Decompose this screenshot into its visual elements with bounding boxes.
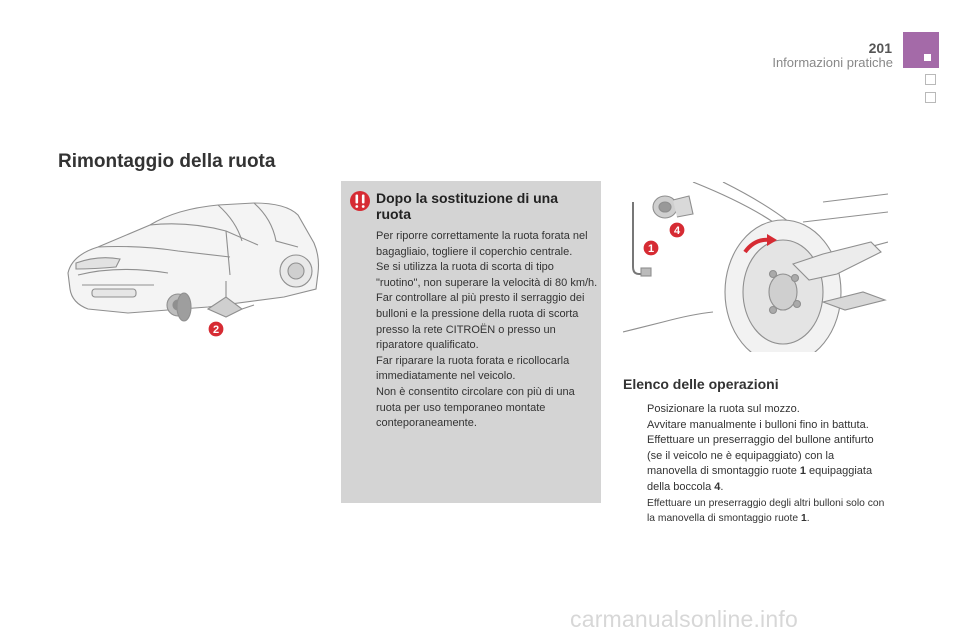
note-body [376,229,598,432]
section-tab-active[interactable] [903,32,939,68]
callout-1 [643,240,659,256]
note-title: Dopo la sostituzione di una ruota [376,190,558,222]
page-number: 201 [868,40,892,56]
list-item: Posizionare la ruota sul mozzo. [647,403,800,415]
callout-label: 4 [673,225,681,237]
callout-label: 1 [647,243,655,255]
warning-icon [349,190,371,212]
note-paragraph: Far controllare al più presto il serraggio dei bulloni e la pressione della ruota di scorta presso la rete CITROËN o presso un riparatore qualificato. [376,292,585,352]
section-tab[interactable] [925,74,936,85]
list-item: Avvitare manualmente i bulloni fino in battuta. [647,418,869,431]
watermark: carmanualsonline.info [570,606,798,632]
note-paragraph: Se si utilizza la ruota di scorta di tipo "ruotino", non superare la velocità di 80 km/h. [376,261,598,289]
section-tab[interactable] [925,92,936,103]
list-item: Effettuare un preserraggio degli altri bulloni solo con la manovella di smontaggio ruote 1. [647,497,885,525]
page-title: Rimontaggio della ruota [58,151,276,172]
wheel-bolts-illustration [623,182,888,352]
operations-list [623,402,885,527]
tab-dot-icon [924,54,931,61]
note-paragraph: Far riparare la ruota forata e ricollocarla immediatamente nel veicolo. [376,354,570,383]
warning-note [341,181,601,503]
section-label: Informazioni pratiche [772,55,893,70]
callout-2 [208,321,224,337]
note-paragraph: Per riporre correttamente la ruota forata nel bagagliaio, togliere il coperchio centrale. [376,230,588,258]
list-item: Effettuare un preserraggio del bullone antifurto (se il veicolo ne è equipaggiato) con la manovella di smontaggio ruote 1 equipaggiata della boccola 4. [647,434,874,493]
callout-label: 2 [212,324,220,336]
car-jack-illustration [58,185,328,350]
callout-4 [669,222,685,238]
operations-title: Elenco delle operazioni [623,376,779,392]
note-paragraph: Non è consentito circolare con più di una ruota per uso temporaneo montate conteporaneamente. [376,385,575,430]
